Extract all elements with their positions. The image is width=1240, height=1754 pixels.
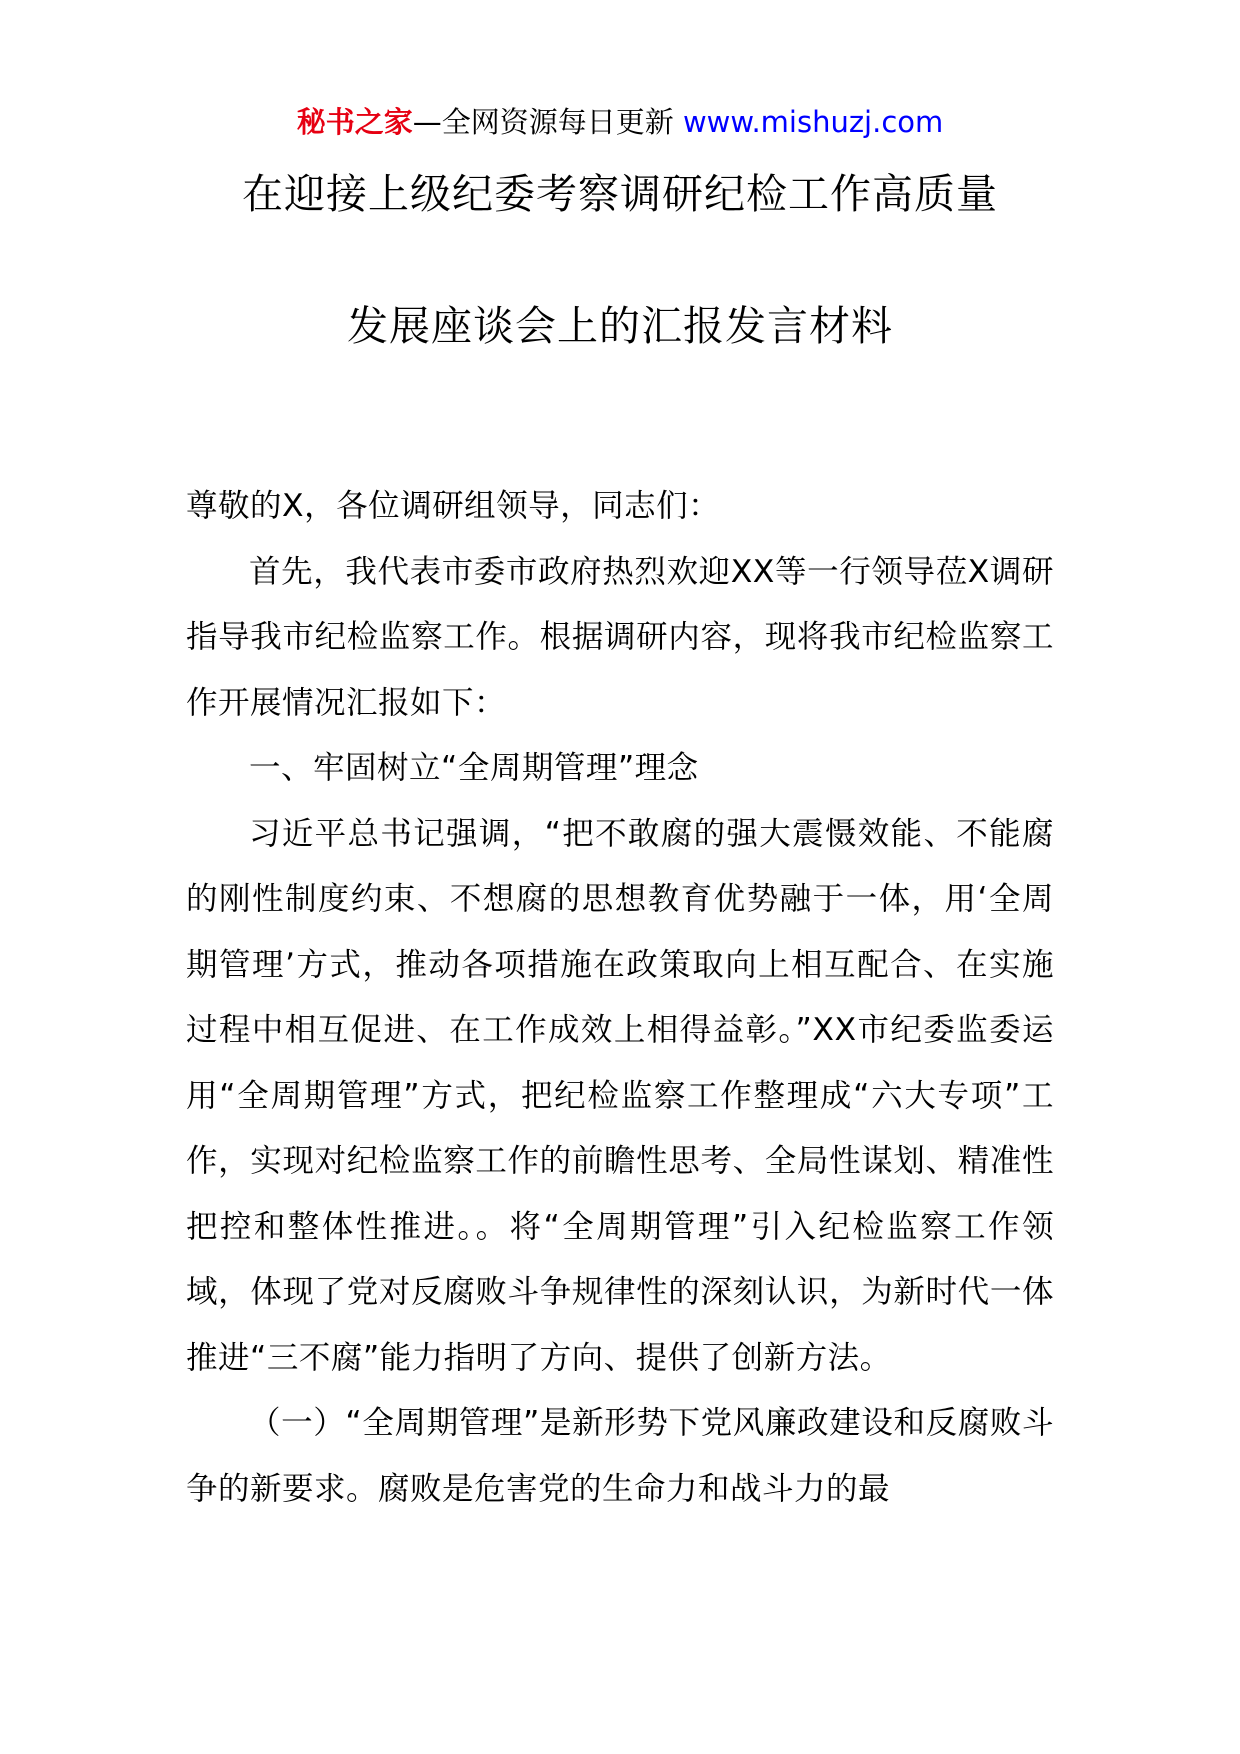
paragraph-subsection-1: （一）“全周期管理”是新形势下党风廉政建设和反腐败斗争的新要求。腐败是危害党的生命力和战斗力的最 — [186, 1405, 1054, 1507]
header-tagline: —全网资源每日更新 — [412, 105, 683, 139]
document-title-line-2: 发展座谈会上的汇报发言材料 — [347, 302, 893, 350]
document-title-line-1: 在迎接上级纪委考察调研纪检工作高质量 — [242, 170, 998, 218]
paragraph-quote: 习近平总书记强调，“把不敢腐的强大震慑效能、不能腐的刚性制度约束、不想腐的思想教育优势融于一体，用‘全周期管理’方式，推动各项措施在政策取向上相互配合、在实施过程中相互促进、在工作成效上相得益彰。”XX市纪委监委运用“全周期管理”方式，把纪检监察工作整理成“六大专项”工作，实现对纪检监察工作的前瞻性思考、全局性谋划、精准性把控和整体性推进。。将“全周期管理”引入纪检监察工作领域，体现了党对反腐败斗争规律性的深刻认识，为新时代一体推进“三不腐”能力指明了方向、提供了创新方法。 — [186, 815, 1054, 1376]
section-heading-1: 一、牢固树立“全周期管理”理念 — [249, 750, 699, 786]
site-header — [0, 100, 1240, 144]
brand-name: 秘书之家 — [296, 105, 413, 139]
site-url-link[interactable]: www.mishuzj.com — [682, 105, 944, 139]
paragraph-opening: 首先，我代表市委市政府热烈欢迎XX等一行领导莅X调研指导我市纪检监察工作。根据调研内容，现将我市纪检监察工作开展情况汇报如下： — [186, 553, 1054, 721]
document-body — [186, 474, 1054, 1522]
salutation: 尊敬的X，各位调研组领导，同志们： — [186, 488, 721, 524]
